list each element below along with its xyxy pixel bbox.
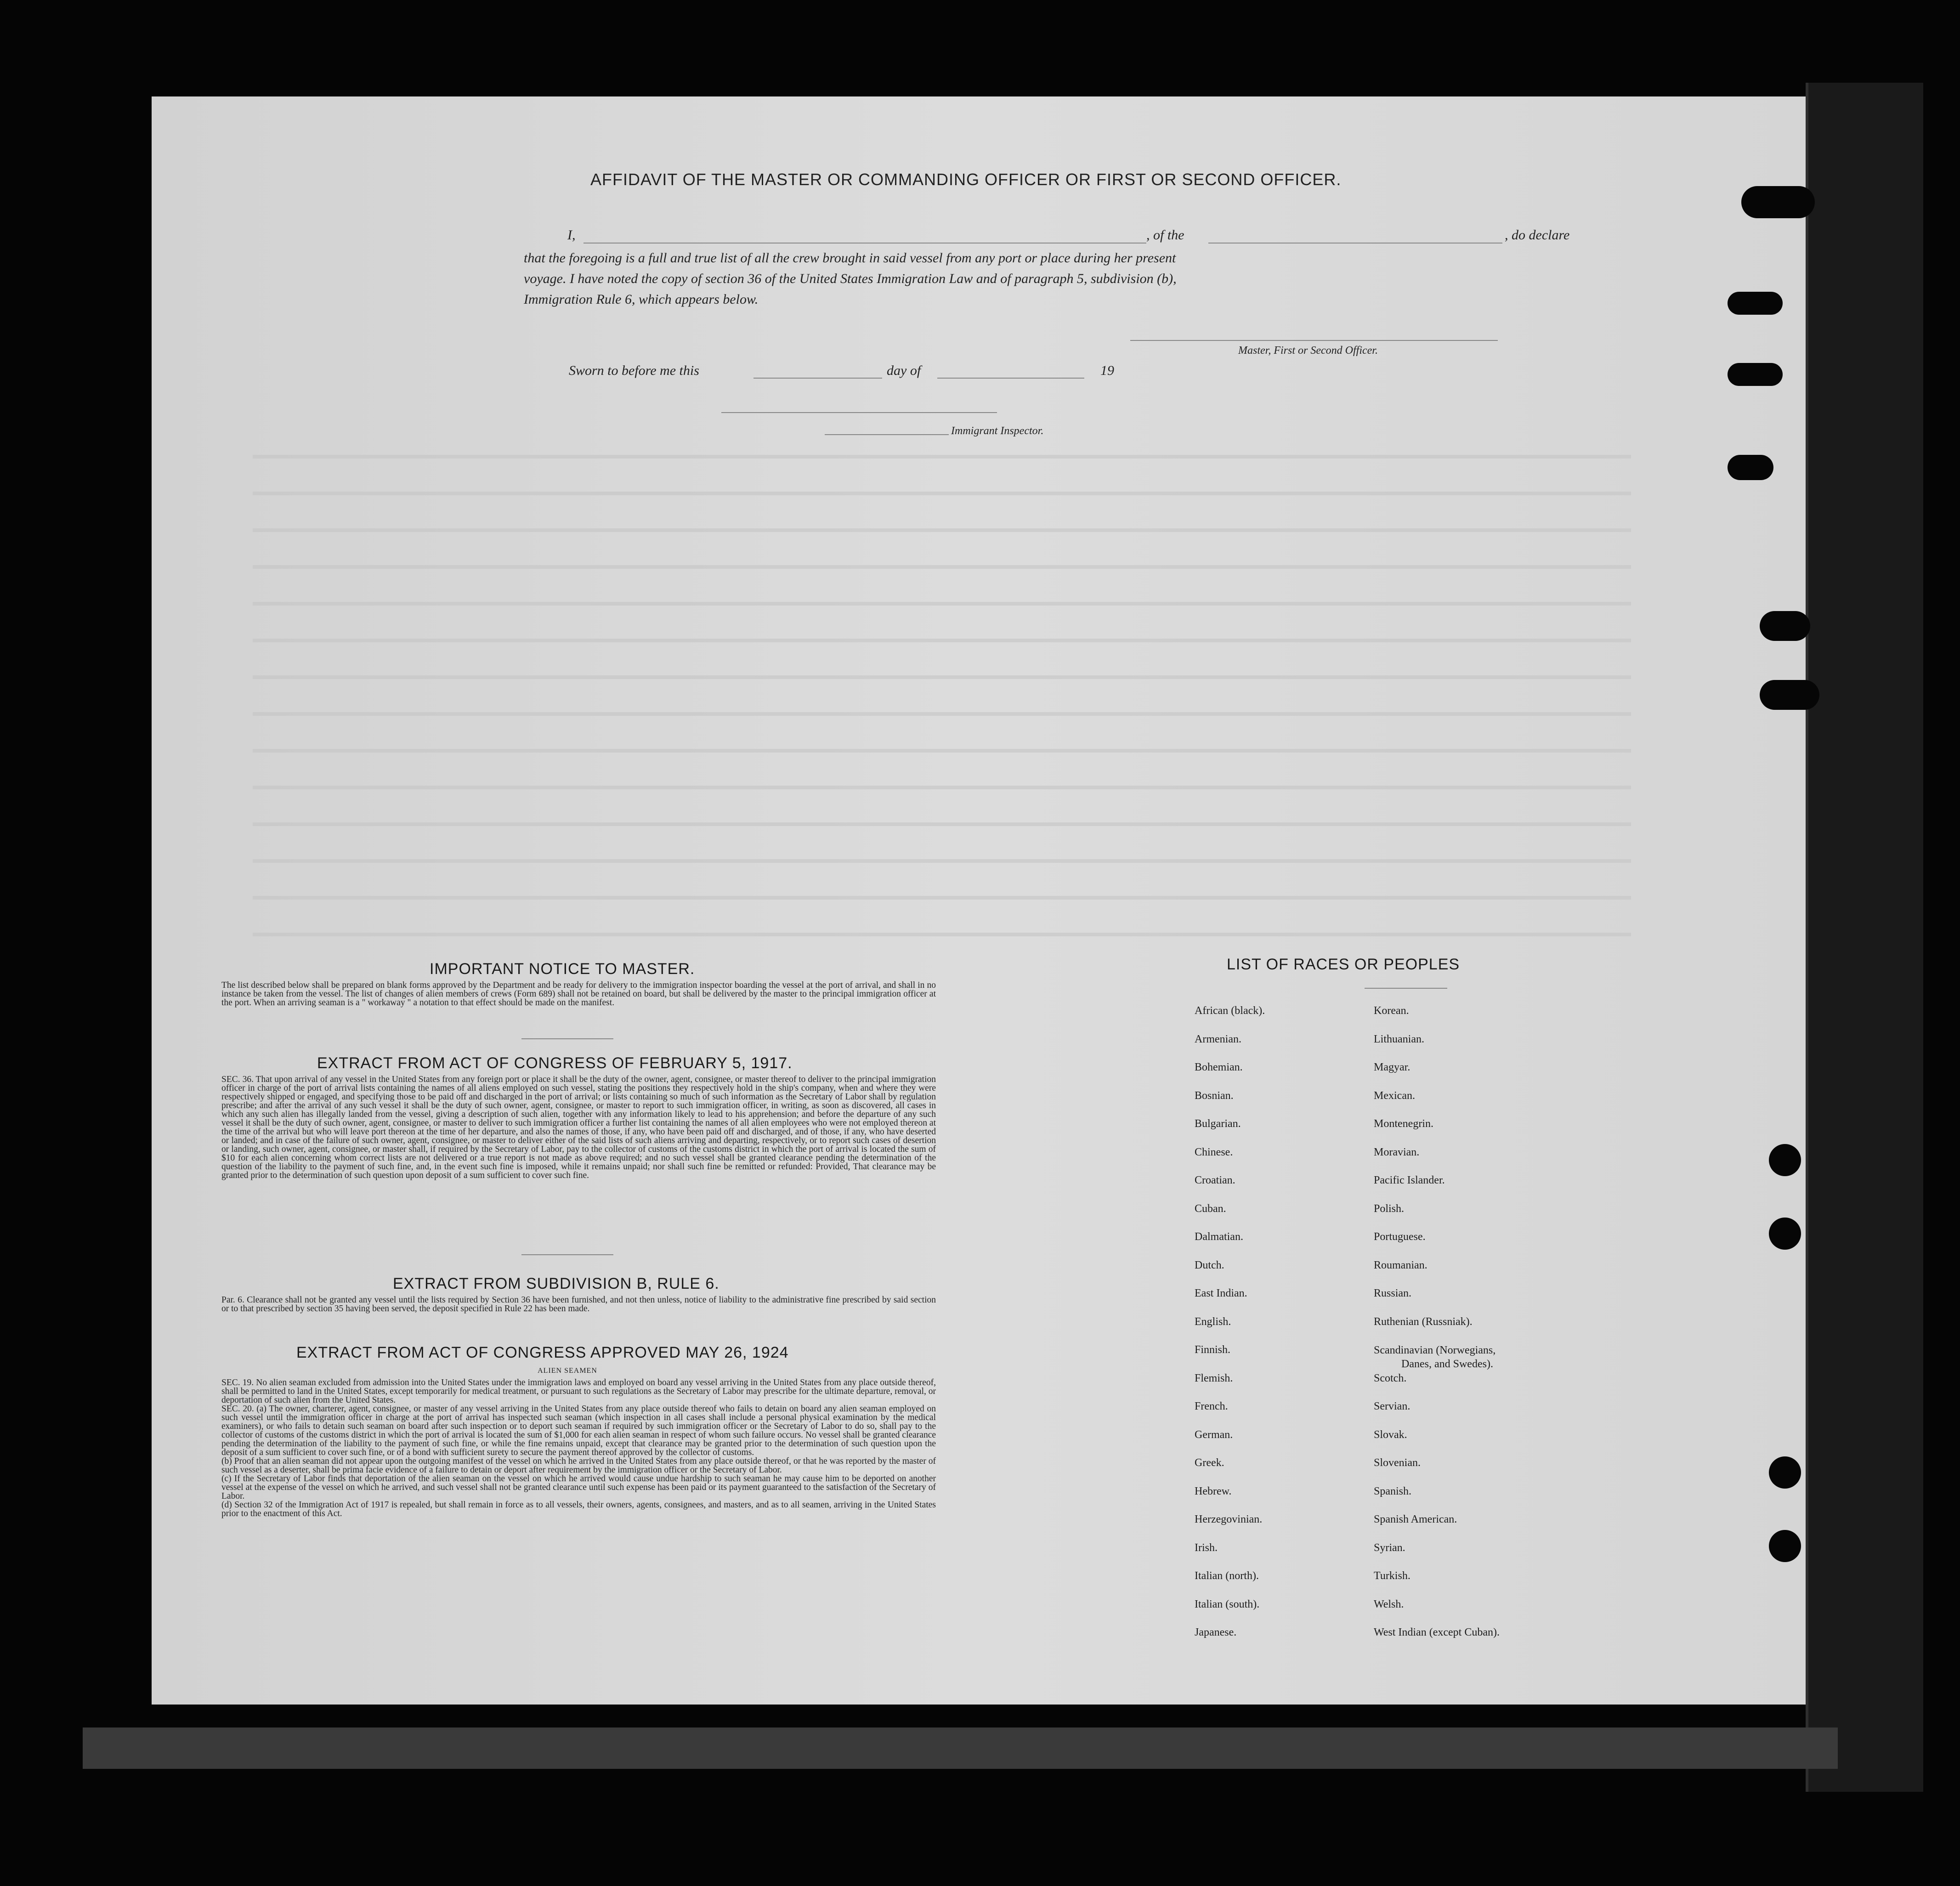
binder-tab	[1760, 611, 1810, 641]
binder-tab	[1728, 363, 1783, 386]
race-item: Greek.	[1195, 1457, 1224, 1469]
race-item: Japanese.	[1195, 1626, 1237, 1638]
sec-20b: (b) Proof that an alien seaman did not appear upon the outgoing manifest of the vessel on which he arrived in the United States from any place outside thereof, or that he was reported by the master of such vessel as a deserter, shall be prima facie evidence of a failure to detain or deport after requirement by the immigration officer or the Secretary of Labor.	[221, 1456, 936, 1475]
race-item: Montenegrin.	[1374, 1118, 1433, 1130]
race-item: Bosnian.	[1195, 1089, 1234, 1102]
binder-tab	[1728, 292, 1783, 315]
underlying-sheet	[83, 1727, 1838, 1769]
race-item: Syrian.	[1374, 1541, 1405, 1554]
binder-tab	[1760, 680, 1819, 710]
race-item: East Indian.	[1195, 1287, 1247, 1299]
sworn-month-blank	[937, 378, 1084, 379]
race-item: Spanish.	[1374, 1485, 1412, 1497]
race-item	[1374, 1336, 1500, 1370]
notice-text: The list described below shall be prepared on blank forms approved by the Department and be ready for delivery to the immigration inspector boarding the vessel at the port of arrival, and shall in no instance be taken from the vessel. The list of changes of alien members of crews (Form 689) shall not be retained on board, but shall be delivered by the master to the principal immigration officer at the port. When an arriving seaman is a " workaway " a notation to that effect should be made on the manifest.	[221, 980, 936, 1008]
race-item: German.	[1195, 1428, 1233, 1441]
notice-heading: IMPORTANT NOTICE TO MASTER.	[430, 960, 695, 978]
race-item: Magyar.	[1374, 1061, 1411, 1073]
extract-1924-text	[221, 1378, 936, 1518]
race-item: Roumanian.	[1374, 1259, 1428, 1271]
race-item: African (black).	[1195, 1005, 1265, 1017]
affidavit-line3: voyage. I have noted the copy of section 36 of the United States Immigration Law and of paragraph 5, subdivision (b),	[524, 271, 1177, 286]
race-item: Bulgarian.	[1195, 1118, 1241, 1130]
inspector-line-2	[825, 434, 949, 435]
vessel-blank	[1208, 243, 1502, 244]
race-item: Bohemian.	[1195, 1061, 1243, 1073]
signature-line	[1130, 340, 1498, 341]
race-item-scandinavian-cont: Danes, and Swedes).	[1401, 1358, 1493, 1370]
race-item: Lithuanian.	[1374, 1033, 1424, 1045]
race-item: Italian (north).	[1195, 1570, 1259, 1582]
punch-hole	[1769, 1218, 1801, 1250]
race-item: Pacific Islander.	[1374, 1174, 1445, 1186]
extract-1917-text: SEC. 36. That upon arrival of any vessel in the United States from any foreign port or place it shall be the duty of the owner, agent, consignee, or master thereof to deliver to the principal immigration officer in charge of the port of arrival lists containing the names of all aliens employed on such vessel, stating the positions they respectively hold in the ship's company, when and where they were respectively shipped or engaged, and specifying those to be paid off and discharged in the port of arrival; or lists containing so much of such information as the Secretary of Labor shall by regulation prescribe; and after the arrival of any such vessel it shall be the duty of such owner, agent, consignee, or master to report to such immigration officer, in writing, as soon as discovered, all cases in which any such alien has illegally landed from the vessel, giving a description of such alien, together with any information likely to lead to his apprehension; and before the departure of any such vessel it shall be the duty of such owner, agent, consignee, or master to deliver to such immigration officer a further list containing the names of all alien employees who were not employed thereon at the time of the arrival but who will leave port thereon at the time of her departure, and also the names of those, if any, who have been paid off and discharged, and of those, if any, who have deserted or landed; and in case of the failure of such owner, agent, consignee, or master to deliver either of the said lists of such aliens arriving and departing, respectively, or to report such cases of desertion or landing, such owner, agent, consignee, or master shall, if required by the Secretary of Labor, pay to the collector of customs of the customs district in which the port of arrival is located the sum of $10 for each alien concerning whom correct lists are not delivered or a true report is not made as above required; and no such vessel shall be granted clearance pending the determination of the question of the liability to the payment of such fine, and, in the event such fine is imposed, while it remains unpaid; nor shall such fine be remitted or refunded: Provided, That clearance may be granted prior to the determination of such question upon deposit of a sum sufficient to cover such fine.	[221, 1075, 936, 1180]
race-item: Finnish.	[1195, 1344, 1231, 1356]
binder-edge	[1806, 83, 1923, 1792]
races-divider	[1365, 988, 1447, 989]
race-item: Flemish.	[1195, 1372, 1233, 1384]
sec-20c: (c) If the Secretary of Labor finds that deportation of the alien seaman on the vessel on which he arrived would cause undue hardship to such seaman he may cause him to be deported on another vessel at the expense of the vessel on which he arrived, and such vessel shall not be granted clearance until such expense has been paid or its payment guaranteed to the satisfaction of the Secretary of Labor.	[221, 1474, 936, 1501]
binder-tab	[1728, 455, 1773, 480]
race-item: Russian.	[1374, 1287, 1412, 1299]
extract-1917-heading: EXTRACT FROM ACT OF CONGRESS OF FEBRUARY 5, 1917.	[317, 1054, 793, 1072]
extract-1924-heading: EXTRACT FROM ACT OF CONGRESS APPROVED MAY 26, 1924	[296, 1344, 789, 1361]
sec-19: SEC. 19. No alien seaman excluded from admission into the United States under the immigration laws and employed on board any vessel arriving in the United States from any place outside thereof, shall be permitted to land in the United States, except temporarily for medical treatment, or pursuant to such regulations as the Secretary of Labor may prescribe for the ultimate departure, removal, or deportation of such alien from the United States.	[221, 1378, 936, 1405]
race-item: Polish.	[1374, 1202, 1405, 1215]
race-item: Italian (south).	[1195, 1598, 1260, 1610]
race-item: Welsh.	[1374, 1598, 1404, 1610]
races-right-column	[1374, 997, 1500, 1647]
divider	[521, 1254, 613, 1255]
race-item: Hebrew.	[1195, 1485, 1232, 1497]
binder-tab	[1741, 186, 1815, 218]
race-item: Ruthenian (Russniak).	[1374, 1315, 1473, 1328]
race-item: Servian.	[1374, 1400, 1411, 1412]
affidavit-i: I,	[567, 227, 576, 243]
sworn-day-blank	[753, 378, 882, 379]
divider	[521, 1038, 613, 1039]
race-item: Croatian.	[1195, 1174, 1235, 1186]
race-item: Dutch.	[1195, 1259, 1224, 1271]
extract-1924-subheading: ALIEN SEAMEN	[538, 1367, 597, 1375]
punch-hole	[1769, 1144, 1801, 1176]
manifest-page	[152, 96, 1806, 1705]
race-item: Turkish.	[1374, 1570, 1411, 1582]
affidavit-of-the: , of the	[1146, 227, 1184, 243]
race-item: Herzegovinian.	[1195, 1513, 1263, 1525]
extract-rule6-text: Par. 6. Clearance shall not be granted any vessel until the lists required by Section 36 have been furnished, and not then unless, notice of liability to the administrative fine prescribed by said section or to that prescribed by section 35 having been served, the deposit specified in Rule 22 has been made.	[221, 1295, 936, 1314]
affidavit-line4: Immigration Rule 6, which appears below.	[524, 292, 759, 307]
race-item: West Indian (except Cuban).	[1374, 1626, 1500, 1638]
race-item: Portuguese.	[1374, 1231, 1426, 1243]
race-item: Chinese.	[1195, 1146, 1233, 1158]
race-item-scandinavian: Scandinavian (Norwegians,	[1374, 1344, 1496, 1356]
race-item: Armenian.	[1195, 1033, 1241, 1045]
day-of-label: day of	[887, 363, 921, 378]
race-item: Mexican.	[1374, 1089, 1415, 1102]
year-label: 19	[1100, 363, 1114, 378]
inspector-label: Immigrant Inspector.	[951, 425, 1044, 437]
punch-hole	[1769, 1530, 1801, 1562]
race-item: English.	[1195, 1315, 1231, 1328]
inspector-line-1	[721, 412, 997, 413]
race-item: Korean.	[1374, 1005, 1409, 1017]
signature-label: Master, First or Second Officer.	[1238, 345, 1378, 357]
affidavit-title: AFFIDAVIT OF THE MASTER OR COMMANDING OFFICER OR FIRST OR SECOND OFFICER.	[590, 170, 1342, 189]
name-blank	[583, 243, 1146, 244]
races-heading: LIST OF RACES OR PEOPLES	[1227, 956, 1460, 973]
race-item: Moravian.	[1374, 1146, 1420, 1158]
race-item: Slovenian.	[1374, 1457, 1421, 1469]
race-item: Spanish American.	[1374, 1513, 1457, 1525]
race-item: Irish.	[1195, 1541, 1218, 1554]
sec-20d: (d) Section 32 of the Immigration Act of 1917 is repealed, but shall remain in force as to all vessels, their owners, agents, consignees, and masters, and as to all seamen, arriving in the United States prior to the enactment of this Act.	[221, 1500, 936, 1518]
affidavit-line2: that the foregoing is a full and true list of all the crew brought in said vessel from any port or place during her present	[524, 250, 1176, 266]
affidavit-declare: , do declare	[1505, 227, 1570, 243]
races-left-column	[1195, 997, 1265, 1647]
punch-hole	[1769, 1456, 1801, 1489]
sec-20a: SEC. 20. (a) The owner, charterer, agent, consignee, or master of any vessel arriving in the United States from any place outside thereof who fails to detain on board any alien seaman employed on such vessel until the immigration officer in charge at the port of arrival has inspected such seaman (which inspection in all cases shall include a personal physical examination by the medical examiners), or who fails to detain such seaman on board after such inspection or to deport such seaman if required by such immigration officer or the Secretary of Labor to do so, shall pay to the collector of customs of the customs district in which the port of arrival is located the sum of $1,000 for each alien seaman in respect of whom such failure occurs. No vessel shall be granted clearance pending the determination of the liability to the payment of such fine, or while the fine remains unpaid, except that clearance may be granted prior to the determination of such question upon the deposit of a sum sufficient to cover such fine, or of a bond with sufficient surety to secure the payment thereof approved by the collector of customs.	[221, 1404, 936, 1457]
race-item: Scotch.	[1374, 1372, 1407, 1384]
race-item: Cuban.	[1195, 1202, 1226, 1215]
sworn-label: Sworn to before me this	[569, 363, 699, 378]
race-item: French.	[1195, 1400, 1228, 1412]
race-item: Slovak.	[1374, 1428, 1407, 1441]
race-item: Dalmatian.	[1195, 1231, 1243, 1243]
extract-rule6-heading: EXTRACT FROM SUBDIVISION B, RULE 6.	[393, 1275, 719, 1292]
